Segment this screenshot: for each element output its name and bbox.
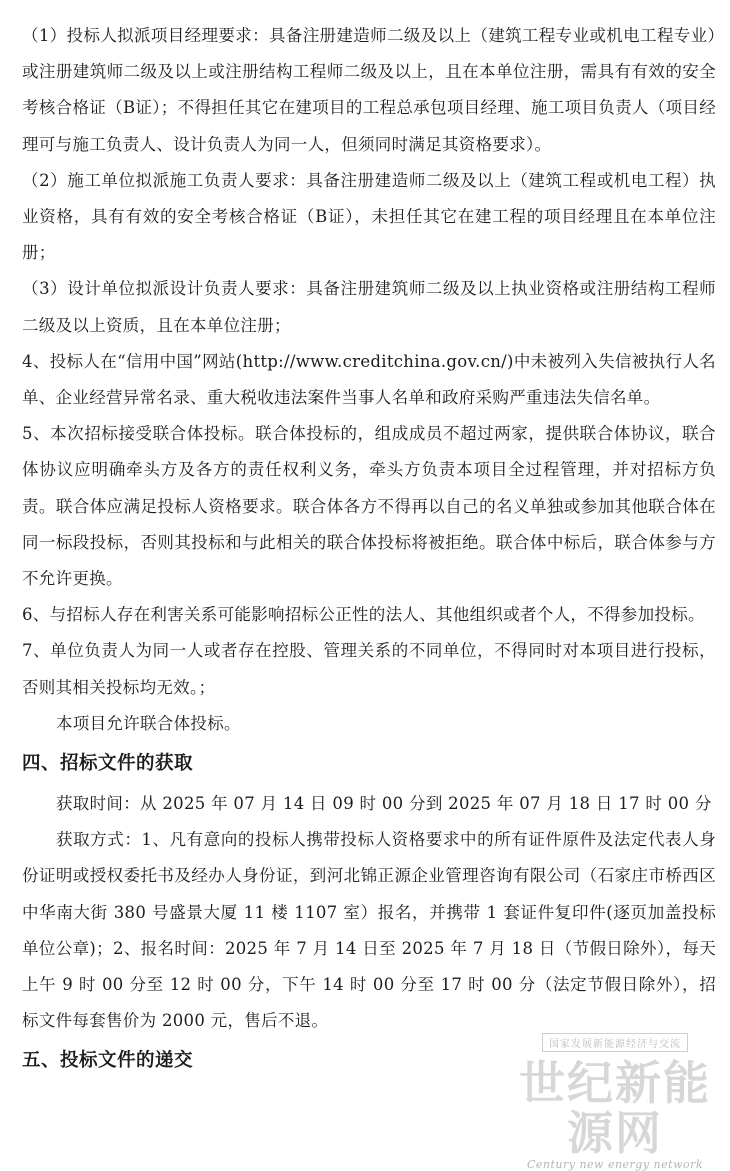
section-heading-obtain-documents: 四、招标文件的获取 xyxy=(22,753,194,775)
watermark-sub-text: Century new energy network xyxy=(526,1158,704,1171)
paragraph-obtain-time: 获取时间：从 2025 年 07 月 14 日 09 时 00 分到 2025 年 07 月 18 日 17 时 00 分 xyxy=(56,794,712,814)
paragraph-design-lead-req: （3）设计单位拟派设计负责人要求：具备注册建筑师二级及以上执业资格或注册结构工程师二级及以上资质，且在本单位注册； xyxy=(22,279,716,335)
watermark-main-text: 世纪新能源网 xyxy=(519,1056,711,1160)
paragraph-obtain-method: 获取方式：1、凡有意向的投标人携带投标人资格要求中的所有证件原件及法定代表人身份证明或授权委托书及经办人身份证，到河北锦正源企业管理咨询有限公司（石家庄市桥西区中华南大街 380 号盛景大厦 11 楼 1107 室）报名，并携带 1 套证件复印件(逐页加盖投标单位公章)；2、报名时间：2025 年 7 月 14 日至 2025 年 7 月 18 日（节假日除外），每天上午 9 时 00 分至 12 时 00 分，下午 14 时 00 分至 17 时 00 分（法定节假日除外），招标文件每套售价为 2000 元，售后不退。 xyxy=(22,830,716,1031)
paragraph-credit-china: 4、投标人在“信用中国”网站(http://www.creditchina.gov.cn/)中未被列入失信被执行人名单、企业经营异常名录、重大税收违法案件当事人名单和政府采购严重违法失信名单。 xyxy=(22,351,716,408)
paragraph-consortium-allowed: 本项目允许联合体投标。 xyxy=(56,713,241,733)
paragraph-same-responsible-person: 7、单位负责人为同一人或者存在控股、管理关系的不同单位，不得同时对本项目进行投标，否则其相关投标均无效。； xyxy=(22,641,716,697)
watermark-top-text: 国家发展新能源经济与交流 xyxy=(542,1033,688,1052)
paragraph-project-manager-req: （1）投标人拟派项目经理要求：具备注册建造师二级及以上（建筑工程专业或机电工程专业）或注册建筑师二级及以上或注册结构工程师二级及以上，且在本单位注册，需具有有效的安全考核合格证（B证）；不得担任其它在建项目的工程总承包项目经理、施工项目负责人（项目经理可与施工负责人、设计负责人为同一人，但须同时满足其资格要求）。 xyxy=(22,26,716,154)
paragraph-construction-lead-req: （2）施工单位拟派施工负责人要求：具备注册建造师二级及以上（建筑工程或机电工程）执业资格，具有有效的安全考核合格证（B证），未担任其它在建工程的项目经理且在本单位注册； xyxy=(22,170,716,263)
section-heading-submit-bids: 五、投标文件的递交 xyxy=(22,1050,194,1072)
paragraph-conflict-of-interest: 6、与招标人存在利害关系可能影响招标公正性的法人、其他组织或者个人，不得参加投标。 xyxy=(22,605,705,625)
paragraph-consortium: 5、本次招标接受联合体投标。联合体投标的，组成成员不超过两家，提供联合体协议，联合体协议应明确牵头方及各方的责任权利义务，牵头方负责本项目全过程管理，并对招标方负责。联合体应满足投标人资格要求。联合体各方不得再以自己的名义单独或参加其他联合体在同一标段投标，否则其投标和与此相关的联合体投标将被拒绝。联合体中标后，联合体参与方不允许更换。 xyxy=(22,424,716,589)
